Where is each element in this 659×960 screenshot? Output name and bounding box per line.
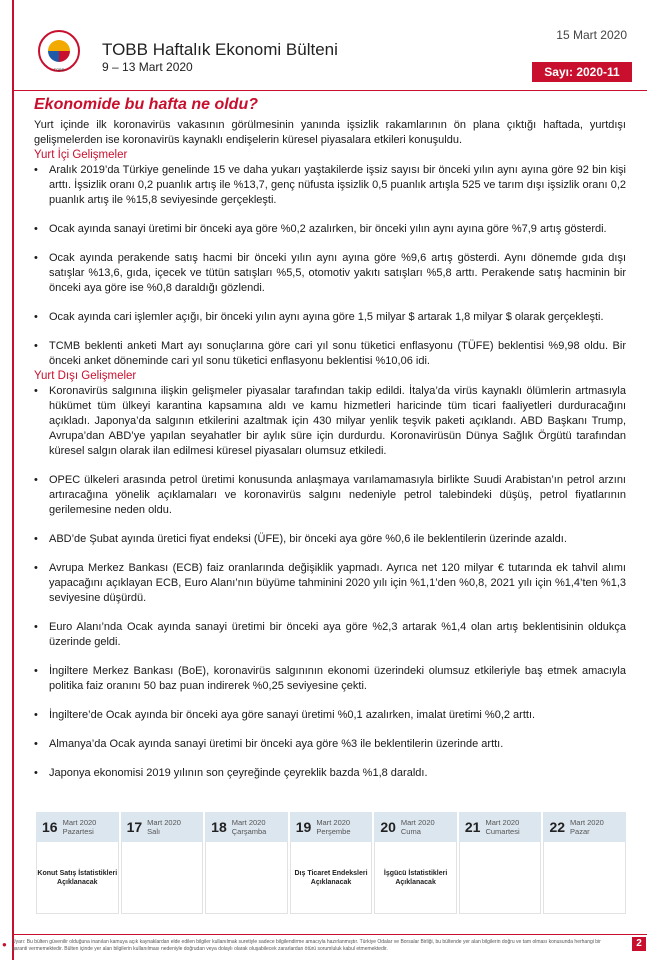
list-item: • TCMB beklenti anketi Mart ayı sonuçlarına göre cari yıl sonu tüketici enflasyonu (TÜFE) beklentisi %9,98 oldu. Bir önceki anket döneminde cari yıl sonu tüketici enflasyonu beklentisi %10,06 idi.	[34, 339, 626, 369]
calendar-event	[121, 842, 204, 914]
list-item: • Ocak ayında sanayi üretimi bir önceki aya göre %0,2 azalırken, bir önceki yılın aynı ayına göre %7,9 artış gösterdi.	[34, 222, 626, 237]
tobb-logo	[38, 30, 80, 72]
day-month: Mart 2020	[570, 818, 604, 827]
left-accent-line	[12, 0, 14, 960]
intro-paragraph: Yurt içinde ilk koronavirüs vakasının görülmesinin yanında işsizlik rakamlarının ön plana çıktığı haftada, yurtdışı gelişmelerden ise koronavirüs kaynaklı endişelerin küresel piyasalara etkileri konuşuldu.	[34, 119, 626, 146]
main-content	[34, 96, 626, 781]
day-number: 17	[126, 819, 143, 835]
calendar-events	[36, 842, 626, 914]
day-weekday: Perşembe	[316, 827, 351, 836]
calendar-header	[36, 812, 626, 842]
domestic-heading: Yurt İçi Gelişmeler	[34, 149, 128, 161]
day-weekday: Salı	[147, 827, 161, 836]
footer-divider	[12, 934, 647, 935]
day-number: 16	[42, 819, 58, 835]
list-item: • Avrupa Merkez Bankası (ECB) faiz oranlarında değişiklik yapmadı. Ayrıca net 120 milyar € tutarında ek tahvil alımı yapacağını açıklayan ECB, Euro Alanı’nın büyüme tahminini 2020 yılı için %1,1’den %0,8, 2021 yılı için %1,4’ten %1,3 seviyesine düşürdü.	[34, 561, 626, 606]
calendar-event	[543, 842, 626, 914]
calendar-day	[459, 812, 542, 842]
issue-number-badge: Sayı: 2020-11	[532, 62, 632, 82]
list-item: • Euro Alanı’nda Ocak ayında sanayi üretimi bir önceki aya göre %2,3 artarak %1,4 olan artış beklentisinin oldukça üzerinde geldi.	[34, 620, 626, 650]
foreign-heading: Yurt Dışı Gelişmeler	[34, 370, 137, 382]
day-number: 18	[211, 819, 227, 835]
day-number: 20	[380, 819, 396, 835]
day-weekday: Cuma	[400, 827, 421, 836]
list-item: • OPEC ülkeleri arasında petrol üretimi konusunda anlaşmaya varılamamasıyla birlikte Suudi Arabistan’ın petrol arzını artıracağına yönelik açıklamaları ve koronavirüs salgını nedeniyle petrol talebindeki düşüş, petrol fiyatlarının gerilemesine neden oldu.	[34, 473, 626, 518]
day-month: Mart 2020	[147, 818, 181, 827]
logo-text: TOBB	[53, 67, 65, 72]
day-weekday: Pazartesi	[62, 827, 94, 836]
issue-date: 15 Mart 2020	[556, 28, 627, 42]
day-weekday: Çarşamba	[231, 827, 267, 836]
day-number: 21	[464, 819, 481, 835]
day-number: 19	[295, 819, 312, 835]
list-item: • Almanya’da Ocak ayında sanayi üretimi bir önceki aya göre %3 ile beklentilerin üzerinde arttı.	[34, 737, 626, 752]
header-divider	[12, 90, 647, 91]
list-item: • İngiltere’de Ocak ayında bir önceki aya göre sanayi üretimi %0,1 azalırken, imalat üretimi %0,2 arttı.	[34, 708, 626, 723]
list-item: • Ocak ayında perakende satış hacmi bir önceki yılın aynı ayına göre %9,6 artış gösterdi. Aynı dönemde gıda dışı satışlar %13,6, gıda, içecek ve tütün satışları %5,5, otomotiv yakıtı satışları %5,8 arttı. Perakende satış hacminin bir önceki aya göre ise %0,8 daraldığı gözlendi.	[34, 251, 626, 296]
logo-emblem-icon	[48, 40, 70, 62]
calendar-day	[543, 812, 626, 842]
list-item: • Koronavirüs salgınına ilişkin gelişmeler piyasalar tarafından takip edildi. İtalya’da virüs kaynaklı ölümlerin artmasıyla hükümet tüm ülkeyi karantina kapsamına aldı ve kamu hizmetleri haricinde tüm ticari faaliyetleri durduracağını açıkladı. Japonya’da salgının etkilerini azaltmak için 430 milyar yenlik teşvik paketi açıklandı. ABD Başkanı Trump, Avrupa’dan ABD’ye yapılan seyahatler bir aylık süre için durdurdu. Koronavirüsün Dünya Sağlık Örgütü tarafından küresel salgın olarak ilan edilmesi küresel piyasaları olumsuz etkiledi.	[34, 384, 626, 459]
day-month: Mart 2020	[231, 818, 266, 827]
weekly-calendar	[36, 812, 626, 916]
section-heading: Ekonomide bu hafta ne oldu?	[34, 96, 258, 113]
day-month: Mart 2020	[62, 818, 97, 827]
warning-icon: ●	[2, 940, 7, 949]
calendar-event: Dış Ticaret Endeksleri Açıklanacak	[290, 842, 373, 914]
bulletin-title: TOBB Haftalık Ekonomi Bülteni	[102, 40, 338, 59]
list-item: • İngiltere Merkez Bankası (BoE), koronavirüs salgınının ekonomi üzerindeki olumsuz etkileriyle baş etmek amacıyla politika faiz oranını 50 baz puan indirerek %0,25 seviyesine çekti.	[34, 664, 626, 694]
domestic-list	[34, 163, 626, 369]
day-weekday: Cumartesi	[485, 827, 520, 836]
calendar-event	[205, 842, 288, 914]
foreign-list	[34, 384, 626, 781]
calendar-event	[459, 842, 542, 914]
calendar-event: İşgücü İstatistikleri Açıklanacak	[374, 842, 457, 914]
calendar-event: Konut Satış İstatistikleri Açıklanacak	[36, 842, 119, 914]
calendar-day	[374, 812, 457, 842]
list-item: • Ocak ayında cari işlemler açığı, bir önceki yılın aynı ayına göre 1,5 milyar $ artarak 1,8 milyar $ olarak gerçekleşti.	[34, 310, 626, 325]
calendar-day	[290, 812, 373, 842]
day-weekday: Pazar	[570, 827, 590, 836]
day-month: Mart 2020	[316, 818, 351, 827]
footer-disclaimer: Uyarı: Bu bülten güvenilir olduğuna inanılan kamuya açık kaynaklardan elde edilen bilgiler kullanılmak suretiyle sadece bilgilendirme amacıyla hazırlanmıştır. Türkiye Odalar ve Borsalar Birliği, bu bültende yer alan bilgilerin doğru ve tam olması konusunda herhangi bir garanti vermemektedir. Bülten içinde yer alan bilgilerin kullanılması nedeniyle doğrudan veya dolaylı olarak oluşabilecek zararlardan ötürü sorumluluk kabul etmemektedir.	[12, 939, 601, 952]
calendar-day	[36, 812, 119, 842]
day-number: 22	[549, 819, 566, 835]
page-number: 2	[632, 937, 646, 951]
calendar-day	[121, 812, 204, 842]
list-item: • ABD’de Şubat ayında üretici fiyat endeksi (ÜFE), bir önceki aya göre %0,6 ile beklentilerin üzerinde azaldı.	[34, 532, 626, 547]
day-month: Mart 2020	[400, 818, 435, 827]
list-item: • Japonya ekonomisi 2019 yılının son çeyreğinde çeyreklik bazda %1,8 daraldı.	[34, 766, 626, 781]
calendar-day	[205, 812, 288, 842]
list-item: • Aralık 2019’da Türkiye genelinde 15 ve daha yukarı yaştakilerde işsiz sayısı bir önceki yılın aynı ayına göre 92 bin kişi arttı. İşsizlik oranı 0,2 puanlık artış ile %13,7, genç nüfusta işsizlik 0,5 puanlık artışla 525 ve tarım dışı işsizlik oranı 0,2 puanlık artış ile %15,8 seviyesinde gerçekleşti.	[34, 163, 626, 208]
day-month: Mart 2020	[485, 818, 520, 827]
bulletin-week-dates: 9 – 13 Mart 2020	[102, 60, 193, 74]
